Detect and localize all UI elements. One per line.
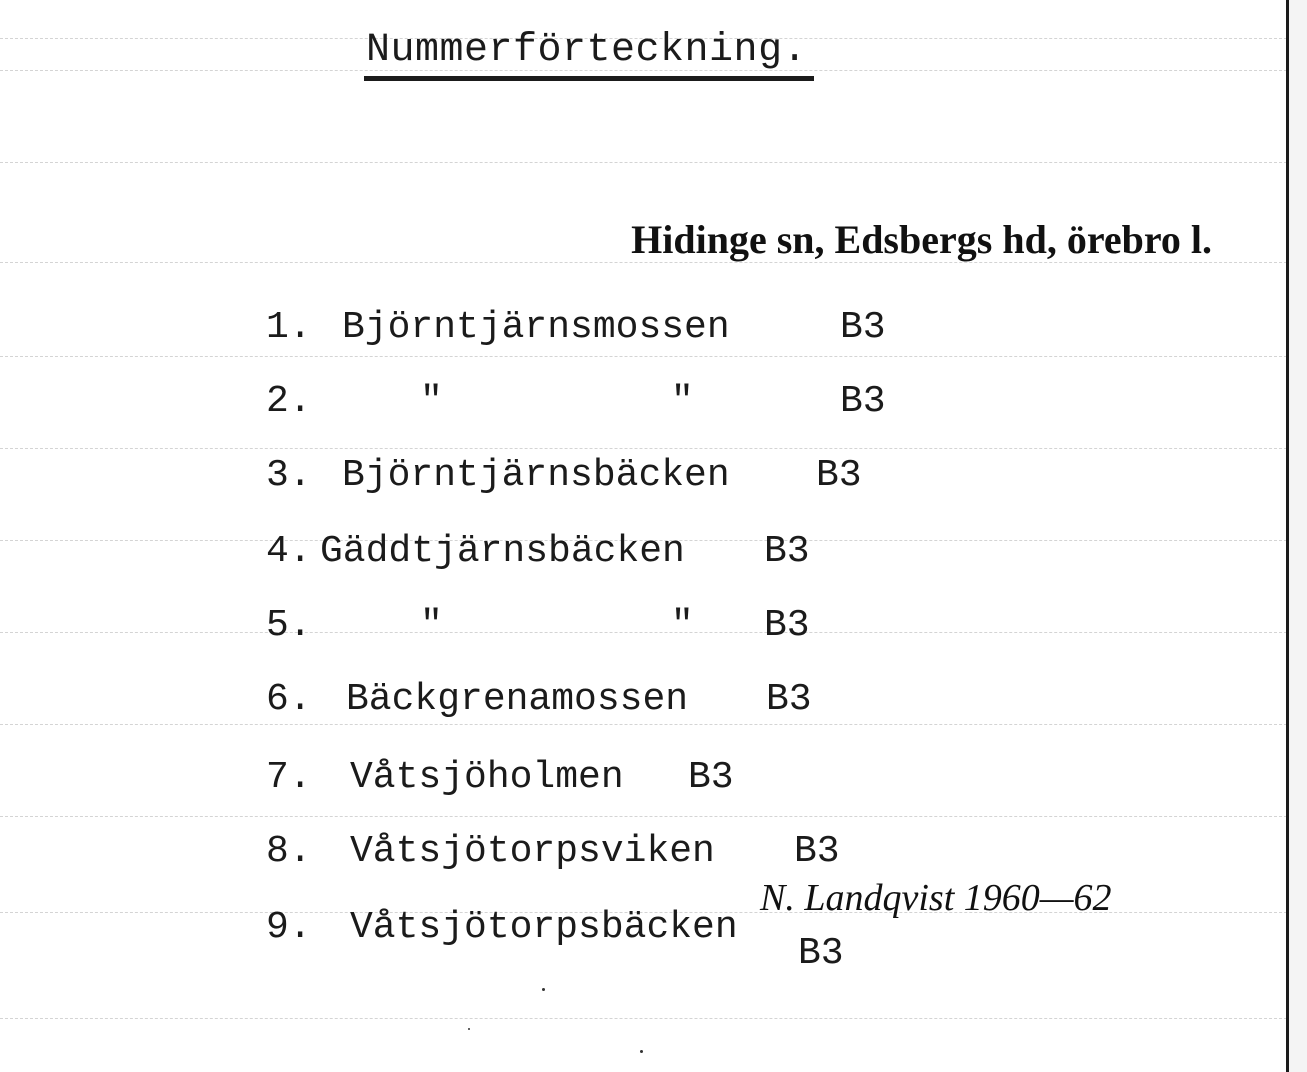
entry-number: 7. [266,756,312,799]
ruled-line [0,448,1307,449]
list-item [266,830,906,876]
entry-number: 6. [266,678,312,721]
paper-speck [542,988,545,991]
entry-number: 4. [266,530,312,573]
list-item [266,530,906,576]
ruled-line [0,356,1307,357]
entry-code: B3 [766,678,812,721]
paper-speck [640,1050,643,1053]
entry-ditto-mark: " " [420,604,694,647]
ruled-line [0,724,1307,725]
entry-code: B3 [764,604,810,647]
entry-name: Bäckgrenamossen [346,678,689,721]
ruled-line [0,162,1307,163]
entry-number: 8. [266,830,312,873]
ruled-line [0,1018,1307,1019]
title-underline [364,76,814,81]
entry-number: 2. [266,380,312,423]
card-edge-shadow [1289,0,1307,1072]
list-item [266,756,906,802]
entry-code: B3 [840,380,886,423]
paper-speck [468,1028,470,1030]
entry-name: Våtsjötorpsbäcken [350,906,738,949]
entry-code: B3 [764,530,810,573]
card-title: Nummerförteckning. [366,28,808,73]
card-right-edge [1286,0,1289,1072]
entry-number: 9. [266,906,312,949]
ruled-line [0,816,1307,817]
location-heading: Hidinge sn, Edsbergs hd, örebro l. [631,217,1212,262]
entry-code: B3 [840,306,886,349]
list-item [266,678,906,724]
entry-code: B3 [798,932,844,975]
list-item [266,604,906,650]
author-stamp: N. Landqvist 1960—62 [760,877,1112,919]
entry-code: B3 [794,830,840,873]
entry-name: Våtsjötorpsviken [350,830,715,873]
entry-number: 3. [266,454,312,497]
entry-name: Björntjärnsmossen [342,306,730,349]
entry-code: B3 [816,454,862,497]
entry-number: 5. [266,604,312,647]
entry-number: 1. [266,306,312,349]
entry-ditto-mark: " " [420,380,694,423]
entry-name: Våtsjöholmen [350,756,624,799]
list-item [266,380,906,426]
entry-code: B3 [688,756,734,799]
entry-name: Gäddtjärnsbäcken [320,530,685,573]
list-item [266,306,906,352]
entry-name: Björntjärnsbäcken [342,454,730,497]
list-item [266,454,906,500]
